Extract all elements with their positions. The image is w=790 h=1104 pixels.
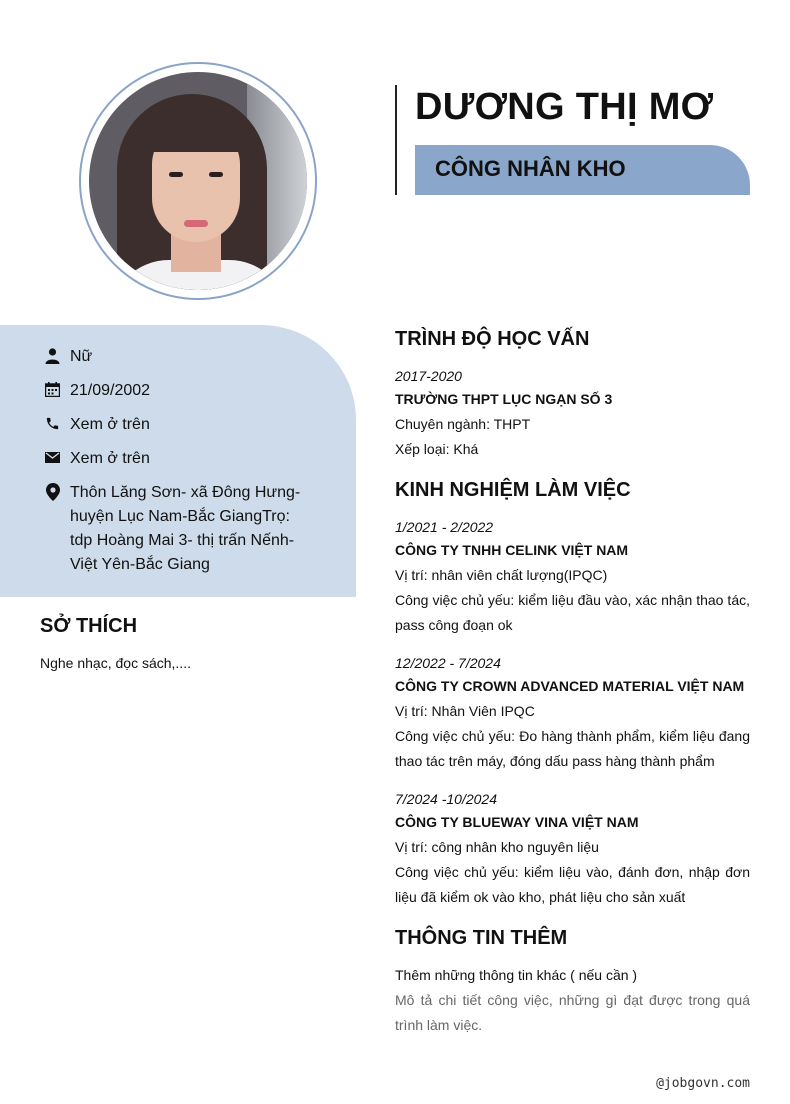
job-title-badge — [415, 145, 750, 195]
hobbies-text: Nghe nhạc, đọc sách,.... — [40, 655, 191, 671]
contact-address — [44, 481, 310, 577]
education-school: TRƯỜNG THPT LỤC NGẠN SỐ 3 — [395, 391, 613, 407]
extra-info-block — [395, 963, 750, 1038]
profile-photo — [89, 72, 307, 290]
birthday-text: 21/09/2002 — [70, 382, 151, 399]
experience-company: CÔNG TY CROWN ADVANCED MATERIAL VIỆT NAM — [395, 678, 745, 694]
contact-birthday — [44, 379, 310, 403]
education-period: 2017-2020 — [395, 368, 462, 384]
extra-info-line: Thêm những thông tin khác ( nếu cần ) — [395, 967, 638, 983]
experience-duties: Công việc chủ yếu: kiểm liệu vào, đánh đơn, nhập đơn liệu đã kiểm ok vào kho, phát liệu cho sản xuất — [395, 864, 750, 905]
experience-item — [395, 789, 750, 910]
candidate-name: DƯƠNG THỊ MƠ — [415, 86, 714, 128]
experience-company: CÔNG TY TNHH CELINK VIỆT NAM — [395, 542, 629, 558]
experience-duties: Công việc chủ yếu: kiểm liệu đầu vào, xác nhận thao tác, pass công đoạn ok — [395, 592, 750, 633]
experience-role: Vị trí: Nhân Viên IPQC — [395, 703, 535, 719]
location-pin-icon — [44, 483, 61, 500]
experience-duties: Công việc chủ yếu: Đo hàng thành phẩm, kiểm liệu đang thao tác trên máy, đóng dấu pass hàng thành phẩm — [395, 728, 750, 769]
job-title: CÔNG NHÂN KHO — [435, 156, 626, 181]
extra-info-heading: THÔNG TIN THÊM — [395, 927, 568, 949]
education-grade: Xếp loại: Khá — [395, 441, 479, 457]
phone-text: Xem ở trên — [70, 416, 150, 433]
contact-phone — [44, 413, 310, 437]
experience-period: 7/2024 -10/2024 — [395, 791, 497, 807]
contact-gender — [44, 345, 310, 369]
footer-brand: @jobgovn.com — [656, 1076, 750, 1091]
education-block — [395, 366, 750, 462]
person-icon — [44, 347, 61, 364]
extra-info-description: Mô tả chi tiết công việc, những gì đạt được trong quá trình làm việc. — [395, 992, 750, 1033]
mail-icon — [44, 449, 61, 466]
calendar-icon — [44, 381, 61, 398]
experience-period: 1/2021 - 2/2022 — [395, 519, 494, 535]
email-text: Xem ở trên — [70, 450, 150, 467]
gender-text: Nữ — [70, 348, 93, 365]
address-text: Thôn Lăng Sơn- xã Đông Hưng-huyện Lục Nam-Bắc GiangTrọ: tdp Hoàng Mai 3- thị trấn Nếnh-Việt Yên-Bắc Giang — [70, 484, 301, 573]
experience-period: 12/2022 - 7/2024 — [395, 655, 501, 671]
hobbies-heading: SỞ THÍCH — [40, 615, 138, 637]
phone-icon — [44, 415, 61, 432]
experience-item — [395, 653, 750, 774]
experience-company: CÔNG TY BLUEWAY VINA VIỆT NAM — [395, 814, 639, 830]
education-heading: TRÌNH ĐỘ HỌC VẤN — [395, 328, 590, 350]
header-divider — [395, 85, 397, 195]
experience-role: Vị trí: công nhân kho nguyên liệu — [395, 839, 599, 855]
education-major: Chuyên ngành: THPT — [395, 416, 531, 432]
profile-photo-frame — [79, 62, 317, 300]
experience-role: Vị trí: nhân viên chất lượng(IPQC) — [395, 567, 608, 583]
experience-heading: KINH NGHIỆM LÀM VIỆC — [395, 479, 631, 501]
experience-item — [395, 517, 750, 638]
contact-email — [44, 447, 310, 471]
